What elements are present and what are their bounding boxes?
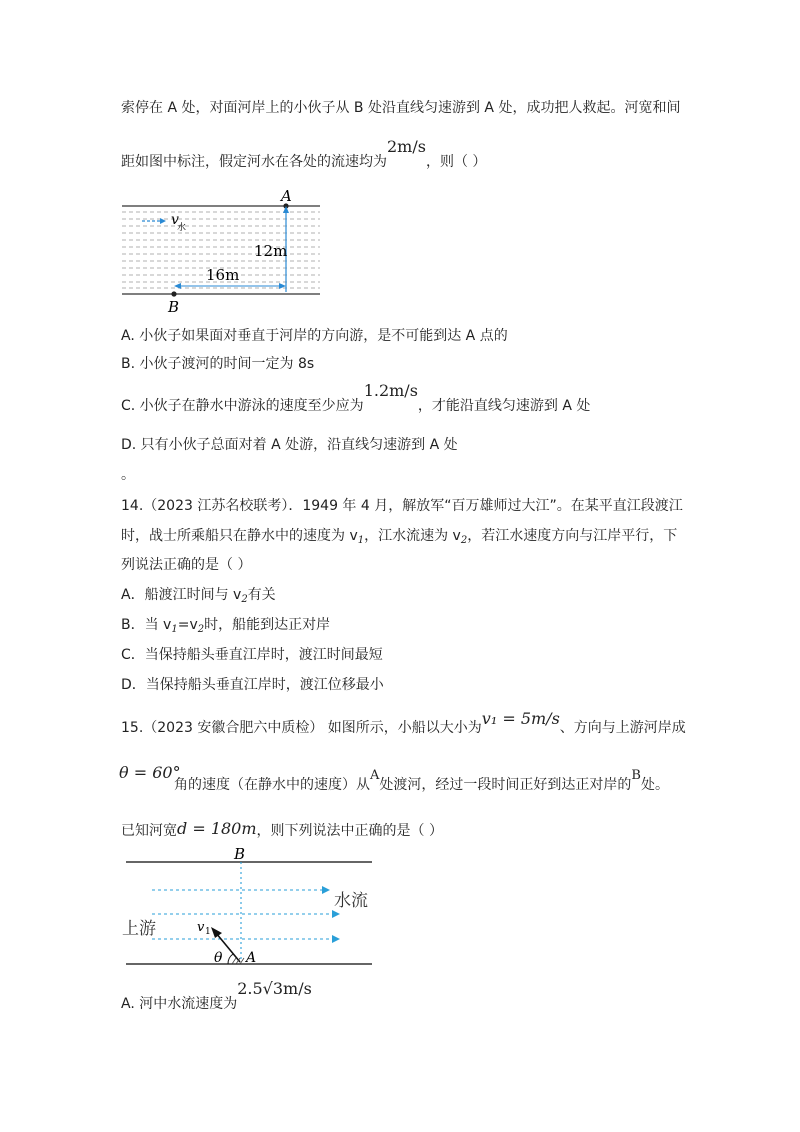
q13-line2-pre: 距如图中标注，假定河水在各处的流速均为 — [121, 154, 387, 170]
q13-trail: 。 — [121, 467, 135, 483]
q15-line2-b: 处渡河，经过一段时间正好到达正对岸的 — [379, 777, 632, 793]
q13-option-C — [121, 381, 591, 415]
q14-line2-pre: 时，战士所乘船只在静水中的速度为 v — [121, 528, 358, 544]
q14-option-B: B．当 $v_1=v_2$时，船能到达正对岸 — [121, 617, 331, 635]
q14-option-A: A．船渡江时间与 $v_2$有关 — [121, 587, 276, 605]
q13-option-C-speed: 1.2m/s — [363, 381, 418, 400]
v-sub-label: 水 — [177, 223, 187, 233]
v-label: v — [171, 212, 179, 228]
q13-option-B: B. 小伙子渡河的时间一定为 8s — [121, 356, 315, 372]
q15-line2-c: 处。 — [640, 777, 669, 793]
q15-line2-text — [174, 768, 669, 795]
q15-line3-post: ，则下列说法中正确的是（ ） — [256, 823, 443, 839]
q13-line1: 索停在 A 处，对面河岸上的小伙子从 B 处沿直线匀速游到 A 处，成功把人救起。河宽和间 — [121, 100, 681, 116]
q14-line2-mid: ，江水流速为 v — [364, 528, 461, 544]
q15-B-label: B — [631, 768, 641, 783]
flow-lines — [152, 890, 332, 939]
q14-option-D: D．当保持船头垂直江岸时，渡江位移最小 — [121, 677, 384, 693]
river-diagram-1 — [118, 188, 324, 318]
q13-option-A: A. 小伙子如果面对垂直于河岸的方向游，是不可能到达 A 点的 — [121, 328, 508, 344]
q14-line2: 时，战士所乘船只在静水中的速度为 $v_1$，江水流速为 $v_2$，若江水速度方向与江岸平行，下 — [121, 528, 678, 546]
q15-line2 — [119, 763, 181, 793]
q15-v1-formula: v₁ = 5m/s — [481, 709, 560, 728]
fig2-v1-label: v — [197, 920, 205, 935]
q13-option-C-pre: C. 小伙子在静水中游泳的速度至少应为 — [121, 398, 364, 414]
q15-line1-pre: 15.（2023 安徽合肥六中质检） 如图所示，小船以大小为 — [121, 720, 482, 736]
q14-line1: 14.（2023 江苏名校联考）．1949 年 4 月，解放军“百万雄师过大江”。在某平直江段渡江 — [121, 498, 683, 514]
q15-line3-pre: 已知河宽 — [121, 823, 177, 839]
q15-line1 — [121, 709, 686, 737]
upstream-label: 上游 — [122, 919, 156, 939]
q14-option-B-post: 时，船能到达正对岸 — [204, 617, 331, 633]
q14-option-B-mid: =v — [177, 617, 198, 633]
q15-A-label: A — [370, 768, 380, 783]
label-A: A — [281, 188, 292, 205]
fig2-label-A: A — [246, 950, 257, 966]
q15-line3 — [121, 821, 443, 840]
fig2-v1-sub: 1 — [205, 927, 211, 937]
fig2-theta: θ — [214, 950, 223, 966]
river-diagram-2 — [118, 842, 380, 972]
theta-arc — [228, 954, 233, 964]
q13-line2 — [121, 137, 487, 171]
q14-option-A-post: 有关 — [247, 587, 276, 603]
q13-option-D: D. 只有小伙子总面对着 A 处游，沿直线匀速游到 A 处 — [121, 437, 458, 453]
q15-line1-post: 、方向与上游河岸成 — [559, 720, 686, 736]
q15-option-A-pre: A. 河中水流速度为 — [121, 996, 238, 1012]
q15-option-A — [121, 979, 312, 1013]
distance-label: 16m — [206, 266, 240, 284]
q13-option-C-post: ，才能沿直线匀速游到 A 处 — [417, 398, 591, 414]
q14-line2-post: ，若江水速度方向与江岸平行，下 — [467, 528, 678, 544]
q13-line2-post: ，则（ ） — [425, 154, 487, 170]
q14-line3: 列说法正确的是（ ） — [121, 557, 252, 573]
width-label: 12m — [254, 242, 288, 260]
q15-option-A-formula: 2.5√3m/s — [237, 979, 312, 998]
q14-option-C: C．当保持船头垂直江岸时，渡江时间最短 — [121, 647, 383, 663]
q15-d-formula: d = 180m — [177, 819, 257, 838]
q13-speed: 2m/s — [387, 137, 426, 156]
flow-label: 水流 — [334, 891, 368, 911]
point-B — [171, 291, 176, 296]
label-B: B — [168, 298, 180, 316]
q14-option-B-pre: B．当 v — [121, 617, 172, 633]
q15-theta-formula: θ = 60° — [119, 763, 181, 782]
fig2-label-B: B — [234, 845, 246, 863]
q15-line2-a: 角的速度（在静水中的速度）从 — [174, 777, 370, 793]
q14-option-A-pre: A．船渡江时间与 v — [121, 587, 242, 603]
